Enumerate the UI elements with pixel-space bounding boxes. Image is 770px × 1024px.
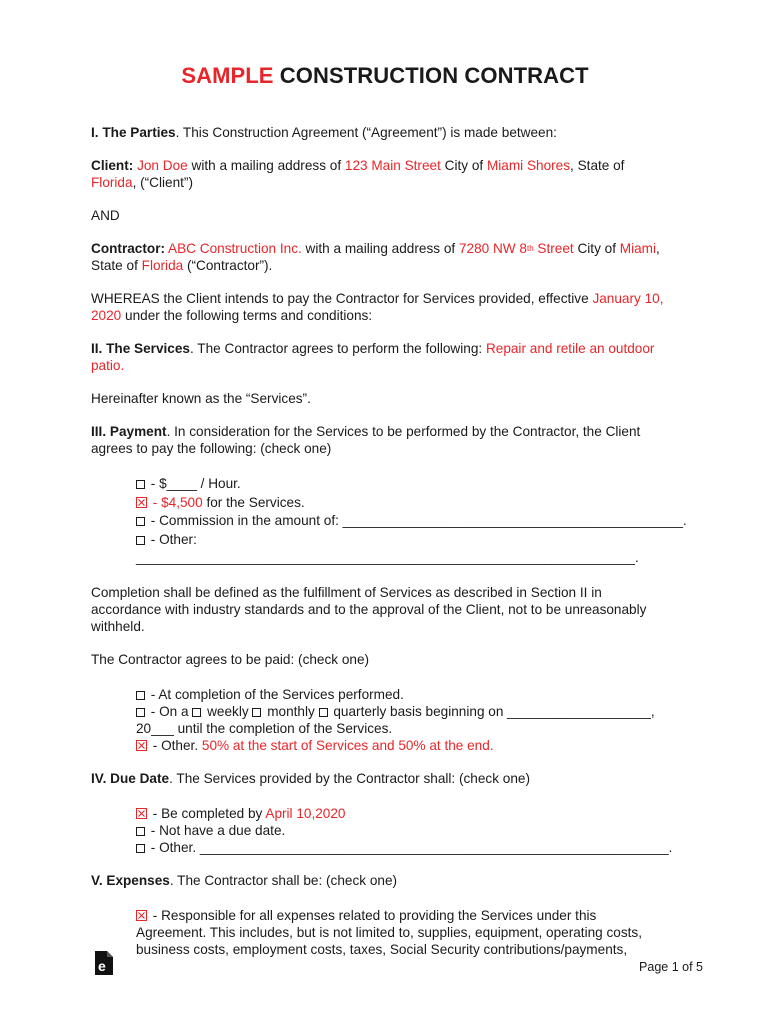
checkbox-quarterly-icon[interactable]: [319, 708, 328, 717]
document-logo-icon: [93, 950, 115, 981]
due-option-none: [136, 822, 691, 839]
option-text: for the Services.: [202, 494, 305, 510]
checkbox-unchecked-icon[interactable]: [136, 691, 145, 700]
option-end: .: [489, 737, 494, 753]
paid-intro: The Contractor agrees to be paid: (check one): [91, 651, 370, 667]
option-text: monthly: [263, 703, 319, 719]
checkbox-unchecked-icon[interactable]: [136, 827, 145, 836]
paid-option-other: [136, 737, 691, 754]
payment-text: . In consideration for the Services to be performed by the Contractor, the Client agrees to pay the following: (check one): [91, 424, 641, 456]
payment-option-fixed: [136, 494, 691, 513]
expenses-text: . The Contractor shall be: (check one): [169, 872, 398, 888]
due-date-text: . The Services provided by the Contractor shall: (check one): [169, 770, 530, 786]
svg-text:e: e: [98, 958, 106, 974]
option-text: - Other. ______________________________________________________________.: [147, 839, 673, 855]
contractor-address-a: 7280 NW 8: [458, 241, 527, 256]
contractor-state: Florida: [141, 258, 184, 273]
due-date-options: [136, 805, 691, 856]
completion-paragraph: Completion shall be defined as the fulfillment of Services as described in Section II in accordance with industry standards and to the approval of the Client, not to be unreasonably withheld.: [91, 584, 647, 634]
checkbox-monthly-icon[interactable]: [252, 708, 261, 717]
contractor-city-label: City of: [573, 241, 620, 256]
contractor-address-sup: th: [526, 244, 534, 253]
parties-text: . This Construction Agreement (“Agreement”) is made between:: [175, 125, 557, 140]
contractor-city: Miami: [619, 241, 657, 256]
title-rest: CONSTRUCTION CONTRACT: [273, 63, 589, 88]
option-text: - On a: [147, 703, 193, 719]
due-date-value: April 10,2020: [265, 805, 346, 821]
contractor-state-label: State of: [91, 258, 142, 273]
contractor-mid: with a mailing address of: [301, 241, 459, 256]
due-option-completed: [136, 805, 691, 822]
option-text: quarterly basis beginning on ___________________, 20___ until the completion of the Services.: [136, 703, 655, 736]
paid-option-periodic: [136, 703, 681, 737]
option-text: - Not have a due date.: [147, 822, 286, 838]
services-paragraph: [91, 340, 691, 374]
parties-heading: I. The Parties: [91, 125, 176, 140]
client-mid: with a mailing address of: [187, 158, 345, 173]
expenses-option-responsible: [136, 907, 646, 958]
contractor-end: (“Contractor”).: [183, 258, 273, 273]
option-text: - Be completed by: [149, 805, 266, 821]
checkbox-checked-icon[interactable]: [136, 910, 147, 921]
contract-body: [91, 124, 691, 958]
checkbox-unchecked-icon[interactable]: [136, 844, 145, 853]
due-date-paragraph: [91, 770, 691, 787]
contractor-label: Contractor: [91, 241, 161, 256]
contractor-name: ABC Construction Inc.: [168, 241, 302, 256]
whereas-end: under the following terms and conditions:: [121, 308, 373, 323]
client-paragraph: Client: Jon Doe with a mailing address of 123 Main Street City of Miami Shores, State of Florida, (“Client”): [91, 158, 625, 190]
option-text: weekly: [203, 703, 253, 719]
checkbox-checked-icon[interactable]: [136, 740, 147, 751]
client-state-label: , State of: [570, 158, 625, 173]
hereinafter-text: Hereinafter known as the “Services”.: [91, 391, 311, 406]
due-option-other: [136, 839, 691, 856]
checkbox-checked-icon[interactable]: [136, 808, 147, 819]
paid-option-completion: [136, 686, 691, 703]
whereas-text: WHEREAS the Client intends to pay the Contractor for Services provided, effective: [91, 291, 593, 306]
payment-option-hourly: [136, 475, 691, 494]
checkbox-unchecked-icon[interactable]: [136, 480, 145, 489]
client-state: Florida: [91, 175, 133, 190]
title-highlight: SAMPLE: [181, 63, 274, 88]
services-heading: II. The Services: [91, 341, 190, 356]
payment-options: [136, 475, 691, 568]
parties-paragraph: [91, 124, 691, 141]
checkbox-unchecked-icon[interactable]: [136, 517, 145, 526]
checkbox-unchecked-icon[interactable]: [136, 536, 145, 545]
services-text: . The Contractor agrees to perform the following:: [190, 341, 486, 356]
expenses-heading: V. Expenses: [91, 872, 170, 888]
services-end: .: [120, 358, 125, 373]
client-address: 123 Main Street: [344, 158, 441, 173]
client-label: Client: [91, 158, 129, 173]
contractor-paragraph: Contractor: ABC Construction Inc. with a mailing address of 7280 NW 8th Street City of Miami, State of Florida (“Contractor”).: [91, 241, 660, 273]
payment-option-other: [136, 531, 691, 568]
page-title: [0, 63, 770, 89]
contractor-address-b: Street: [533, 241, 574, 256]
checkbox-weekly-icon[interactable]: [192, 708, 201, 717]
option-text: - At completion of the Services performed.: [147, 686, 404, 702]
option-value: 50% at the start of Services and 50% at the end: [201, 737, 490, 753]
services-value: Repair and retile an outdoor patio: [91, 341, 655, 373]
whereas-paragraph: [91, 290, 691, 324]
option-text: - Other.: [149, 737, 202, 753]
contractor-address: [459, 241, 574, 256]
option-text: - Commission in the amount of: _____________________________________________.: [147, 513, 687, 528]
payment-heading: III. Payment: [91, 424, 167, 439]
expenses-paragraph: [91, 872, 691, 889]
client-name: Jon Doe: [137, 158, 188, 173]
payment-option-commission: [136, 512, 691, 531]
checkbox-checked-icon[interactable]: [136, 497, 147, 508]
due-date-heading: IV. Due Date: [91, 770, 170, 786]
option-amount: - $4,500: [149, 494, 203, 510]
client-city: Miami Shores: [486, 158, 571, 173]
client-end: , (“Client”): [132, 175, 193, 190]
paid-options: [136, 686, 691, 754]
page-number: Page 1 of 5: [639, 960, 703, 974]
option-text: - Other: __________________________________________________________________.: [136, 531, 639, 565]
option-text: - Responsible for all expenses related to providing the Services under this Agreement. This includes, but is not limited to, supplies, equipment, operating costs, business costs, employment costs, taxes, Social Security contributions/payments,: [136, 907, 643, 957]
expenses-options: [136, 907, 646, 958]
checkbox-unchecked-icon[interactable]: [136, 708, 145, 717]
client-city-label: City of: [440, 158, 487, 173]
payment-paragraph: [91, 423, 661, 457]
effective-date: January 10, 2020: [91, 291, 664, 323]
and-text: AND: [91, 208, 120, 223]
option-text: - $____ / Hour.: [147, 476, 241, 491]
